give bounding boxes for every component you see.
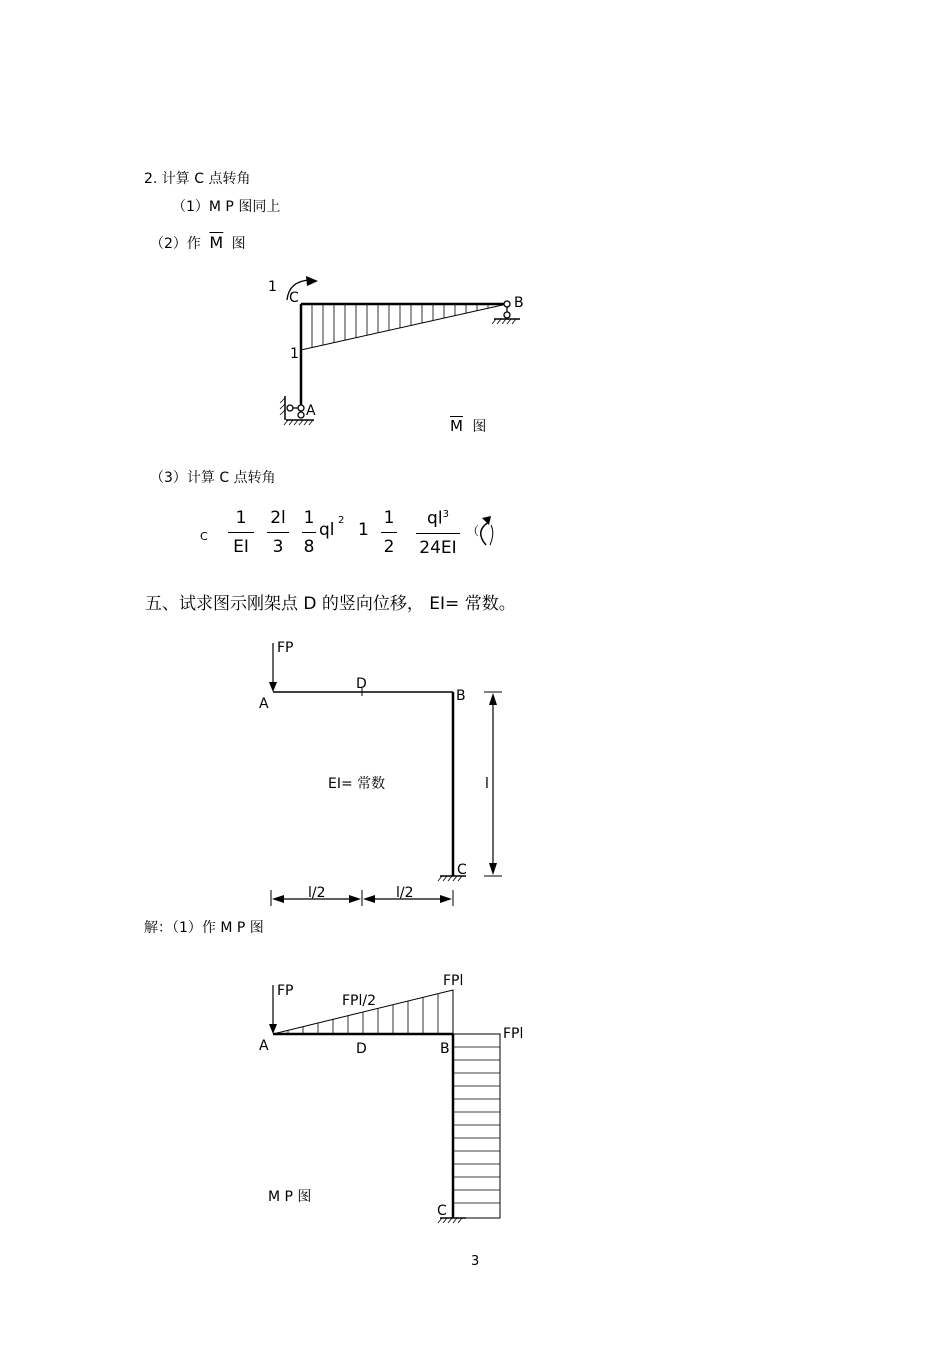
m-bar-caption-suffix: 图	[472, 419, 487, 435]
node-b-label: B	[440, 1041, 450, 1057]
frac-2-den: 3	[272, 537, 284, 557]
mp-caption: M P 图	[268, 1189, 312, 1205]
height-label: l	[485, 776, 489, 792]
span-label-2: l/2	[396, 885, 414, 901]
ordinate-label: 1	[290, 346, 299, 362]
ql-term: ql	[319, 520, 335, 540]
load-arrowhead	[269, 1024, 277, 1034]
side-moment-label: FPl	[503, 1026, 524, 1042]
frac-4-num: 1	[383, 508, 395, 528]
result-paren: （	[467, 524, 480, 538]
frac-5-den: 24EI	[419, 537, 457, 558]
column-moment-hatch	[453, 1047, 500, 1203]
m-bar-symbol: $\overline{M}$	[209, 233, 224, 252]
problem-5-title: 五、试求图示刚架点 D 的竖向位移， EI= 常数。	[145, 594, 516, 614]
node-a-label: A	[306, 403, 316, 419]
node-b-label: B	[456, 688, 466, 704]
moment-label: 1	[268, 279, 277, 295]
node-a-label: A	[259, 696, 269, 712]
node-c-label: C	[289, 290, 299, 306]
solution-step-1: 解：（1）作 M P 图	[144, 920, 264, 936]
top-moment-label: FPl	[443, 973, 464, 989]
frac-3-num: 1	[303, 508, 315, 528]
frac-5-num: $ql^3$	[427, 508, 449, 529]
node-c-label: C	[457, 862, 467, 878]
mid-moment-label: FPl/2	[342, 993, 377, 1009]
node-a-label: A	[259, 1038, 269, 1054]
frac-4-den: 2	[383, 537, 395, 557]
step-1: （1）M P 图同上	[172, 199, 281, 215]
section-heading: 2. 计算 C 点转角	[144, 171, 251, 187]
load-label: FP	[277, 983, 294, 999]
step-2-prefix: （2）作	[150, 236, 201, 252]
step-3: （3）计算 C 点转角	[150, 470, 276, 486]
load-label: FP	[277, 640, 294, 656]
frac-1-den: EI	[233, 537, 249, 557]
frac-2-num: 2l	[270, 508, 286, 528]
constant-one: 1	[358, 520, 369, 540]
step-2-suffix: 图	[231, 236, 246, 252]
page-number: 3	[471, 1254, 480, 1269]
ql-exponent: 2	[338, 515, 345, 526]
node-c-label: C	[437, 1203, 447, 1219]
m-bar-caption-symbol: $\overline{M}$	[450, 417, 463, 435]
node-d-label: D	[356, 1041, 367, 1057]
node-b-label: B	[514, 295, 524, 311]
node-d-label: D	[356, 676, 367, 692]
frac-1-num: 1	[235, 508, 247, 528]
frac-3-den: 8	[303, 537, 315, 557]
span-label-1: l/2	[308, 885, 326, 901]
phi-subscript: C	[200, 530, 208, 543]
ei-label: EI= 常数	[328, 776, 386, 792]
